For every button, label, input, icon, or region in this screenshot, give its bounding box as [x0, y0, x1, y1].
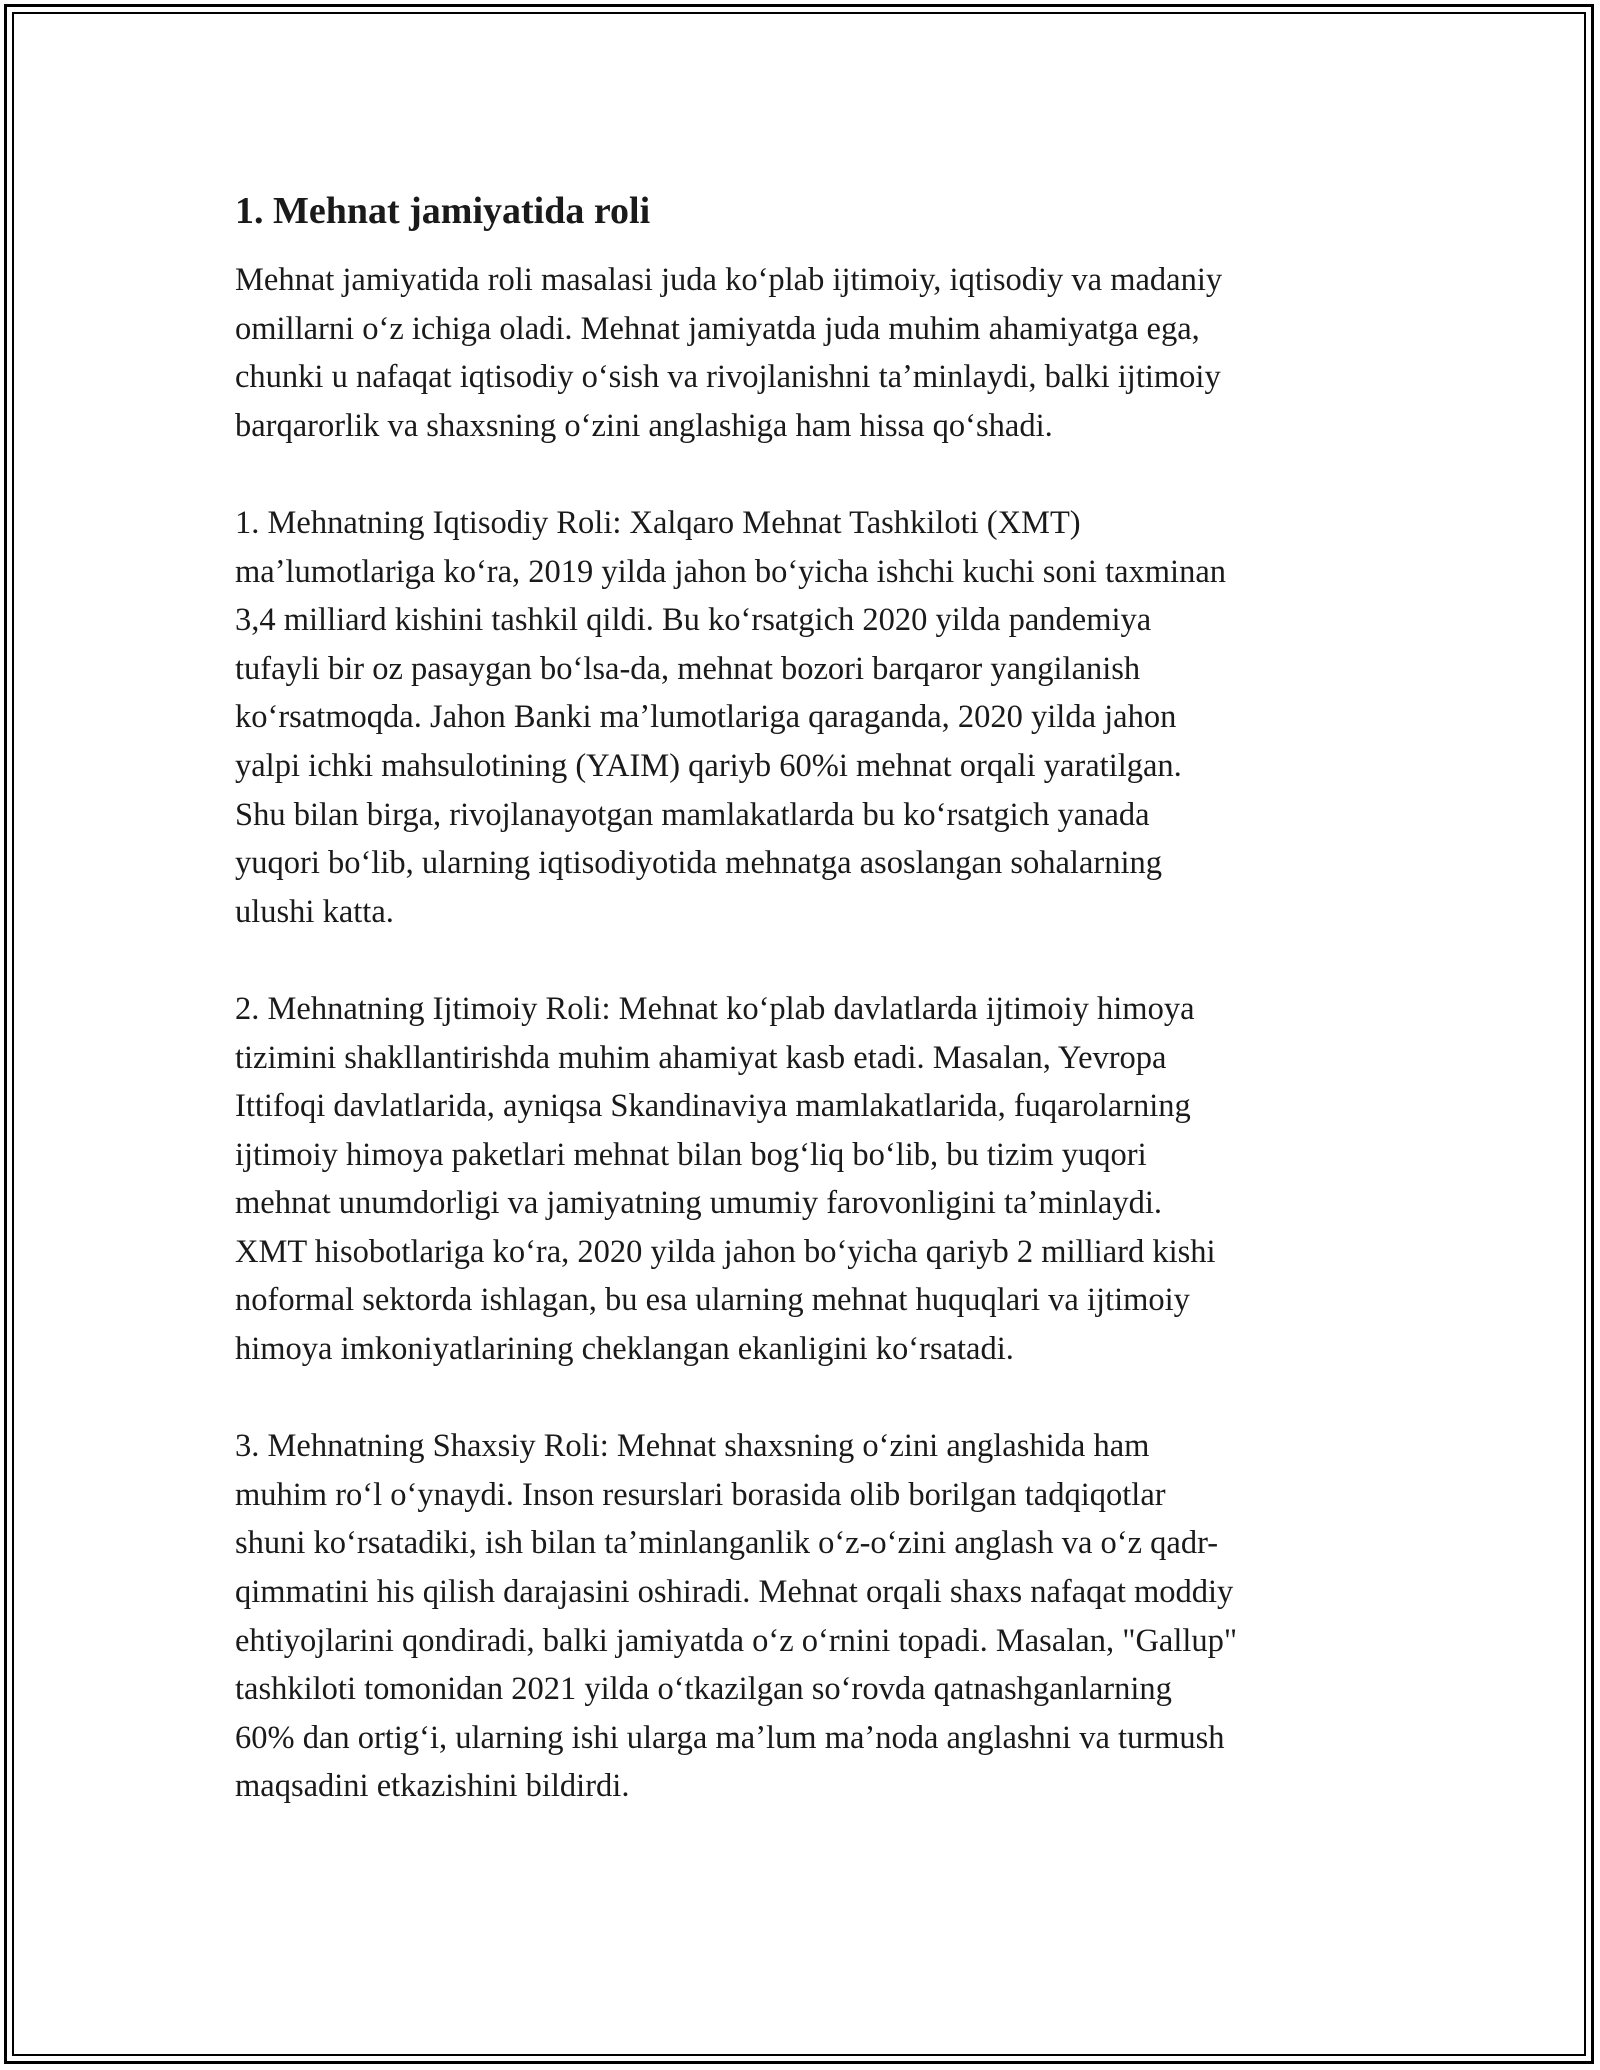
text-line: 3. Mehnatning Shaxsiy Roli: Mehnat shaxsning oʻzini anglashida ham — [235, 1428, 1150, 1465]
text-line: muhim roʻl oʻynaydi. Inson resurslari borasida olib borilgan tadqiqotlar — [235, 1476, 1166, 1513]
text-line: ulushi katta. — [235, 893, 394, 930]
text-line: 3,4 milliard kishini tashkil qildi. Bu koʻrsatgich 2020 yilda pandemiya — [235, 602, 1152, 639]
text-line: 60% dan ortigʻi, ularning ishi ularga maʼlum maʼnoda anglashni va turmush — [235, 1719, 1225, 1756]
text-line: tashkiloti tomonidan 2021 yilda oʻtkazilgan soʻrovda qatnashganlarning — [235, 1671, 1172, 1708]
paragraph-intro — [235, 256, 1375, 450]
text-line: mehnat unumdorligi va jamiyatning umumiy farovonligini taʼminlaydi. — [235, 1185, 1162, 1222]
text-line: Mehnat jamiyatida roli masalasi juda koʻplab ijtimoiy, iqtisodiy va madaniy — [235, 262, 1223, 298]
text-line: ijtimoiy himoya paketlari mehnat bilan bogʻliq boʻlib, bu tizim yuqori — [235, 1136, 1147, 1173]
text-line: himoya imkoniyatlarining cheklangan ekanligini koʻrsatadi. — [235, 1331, 1014, 1368]
paragraph-personal-role — [235, 1422, 1375, 1811]
section-heading: 1. Mehnat jamiyatida roli — [235, 190, 651, 232]
text-line: ehtiyojlarini qondiradi, balki jamiyatda oʻz oʻrnini topadi. Masalan, "Gallup" — [235, 1622, 1238, 1659]
text-line: 2. Mehnatning Ijtimoiy Roli: Mehnat koʻplab davlatlarda ijtimoiy himoya — [235, 990, 1195, 1027]
text-line: yalpi ichki mahsulotining (YAIM) qariyb 60%i mehnat orqali yaratilgan. — [235, 747, 1182, 784]
text-line: maqsadini etkazishini bildirdi. — [235, 1768, 630, 1805]
text-line: tizimini shakllantirishda muhim ahamiyat kasb etadi. Masalan, Yevropa — [235, 1039, 1167, 1076]
text-line: XMT hisobotlariga koʻra, 2020 yilda jahon boʻyicha qariyb 2 milliard kishi — [235, 1233, 1216, 1270]
text-line: barqarorlik va shaxsning oʻzini anglashiga ham hissa qoʻshadi. — [235, 407, 1053, 444]
text-line: Ittifoqi davlatlarida, ayniqsa Skandinaviya mamlakatlarida, fuqarolarning — [235, 1088, 1191, 1125]
text-line: qimmatini his qilish darajasini oshiradi. Mehnat orqali shaxs nafaqat moddiy — [235, 1574, 1234, 1611]
text-line: omillarni oʻz ichiga oladi. Mehnat jamiyatda juda muhim ahamiyatga ega, — [235, 310, 1200, 347]
document-body — [235, 186, 1375, 1860]
text-line: shuni koʻrsatadiki, ish bilan taʼminlanganlik oʻz-oʻzini anglash va oʻz qadr- — [235, 1525, 1219, 1562]
text-line: 1. Mehnatning Iqtisodiy Roli: Xalqaro Mehnat Tashkiloti (XMT) — [235, 504, 1081, 541]
text-line: Shu bilan birga, rivojlanayotgan mamlakatlarda bu koʻrsatgich yanada — [235, 796, 1150, 833]
paragraph-social-role — [235, 985, 1375, 1374]
text-line: koʻrsatmoqda. Jahon Banki maʼlumotlariga qaraganda, 2020 yilda jahon — [235, 699, 1177, 736]
paragraph-economic-role — [235, 499, 1375, 936]
text-line: tufayli bir oz pasaygan boʻlsa-da, mehnat bozori barqaror yangilanish — [235, 650, 1141, 687]
text-line: noformal sektorda ishlagan, bu esa ularning mehnat huquqlari va ijtimoiy — [235, 1282, 1190, 1319]
text-line: chunki u nafaqat iqtisodiy oʻsish va rivojlanishni taʼminlaydi, balki ijtimoiy — [235, 359, 1221, 396]
text-line: maʼlumotlariga koʻra, 2019 yilda jahon boʻyicha ishchi kuchi soni taxminan — [235, 553, 1227, 590]
text-line: yuqori boʻlib, ularning iqtisodiyotida mehnatga asoslangan sohalarning — [235, 845, 1162, 882]
